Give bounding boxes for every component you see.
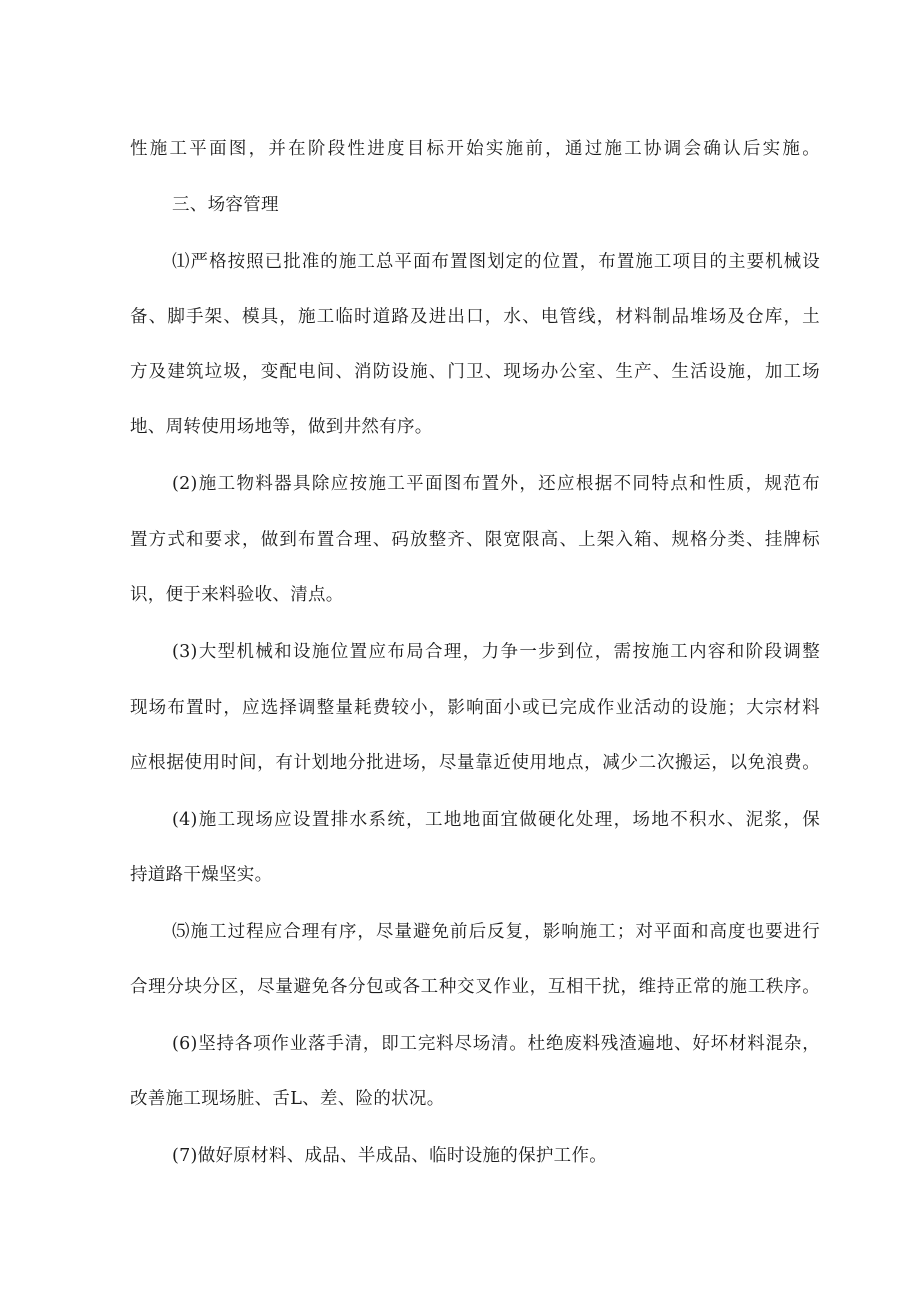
item-5-line-1: ⑸施工过程应合理有序，尽量避免前后反复，影响施工；对平面和高度也要进行 <box>172 922 820 942</box>
item-6-line-1: (6)坚持各项作业落手清，即工完料尽场清。杜绝废料残渣遍地、好坏材料混杂， <box>172 1034 820 1054</box>
item-2-line-2: 置方式和要求，做到布置合理、码放整齐、限宽限高、上架入箱、规格分类、挂牌标 <box>130 530 820 550</box>
item-1-line-3: 方及建筑垃圾，变配电间、消防设施、门卫、现场办公室、生产、生活设施，加工场 <box>130 362 820 382</box>
item-7-line-1: (7)做好原材料、成品、半成品、临时设施的保护工作。 <box>172 1146 608 1166</box>
item-2-line-1: (2)施工物料器具除应按施工平面图布置外，还应根据不同特点和性质，规范布 <box>172 474 820 494</box>
item-2-line-3: 识，便于来料验收、清点。 <box>130 585 344 605</box>
item-3-line-1: (3)大型机械和设施位置应布局合理，力争一步到位，需按施工内容和阶段调整 <box>172 642 820 662</box>
item-3-line-3: 应根据使用时间，有计划地分批进场，尽量靠近使用地点，减少二次搬运，以免浪费。 <box>130 753 820 773</box>
item-1-line-4: 地、周转使用场地等，做到井然有序。 <box>130 417 433 437</box>
item-4-line-2: 持道路干燥坚实。 <box>130 865 273 885</box>
item-3-line-2: 现场布置时，应选择调整量耗费较小，影响面小或已完成作业活动的设施；大宗材料 <box>130 698 820 718</box>
item-5-line-2: 合理分块分区，尽量避免各分包或各工种交叉作业，互相干扰，维持正常的施工秩序。 <box>130 977 820 997</box>
item-4-line-1: (4)施工现场应设置排水系统，工地地面宜做硬化处理，场地不积水、泥浆，保 <box>172 810 820 830</box>
section-heading: 三、场容管理 <box>172 195 279 215</box>
paragraph-continuation-line: 性施工平面图，并在阶段性进度目标开始实施前，通过施工协调会确认后实施。 <box>130 139 820 159</box>
item-1-line-1: ⑴严格按照已批准的施工总平面布置图划定的位置，布置施工项目的主要机械设 <box>172 252 820 272</box>
item-1-line-2: 备、脚手架、模具，施工临时道路及进出口，水、电管线，材料制品堆场及仓库，土 <box>130 307 820 327</box>
item-6-line-2: 改善施工现场脏、舌L、差、险的状况。 <box>130 1089 445 1109</box>
